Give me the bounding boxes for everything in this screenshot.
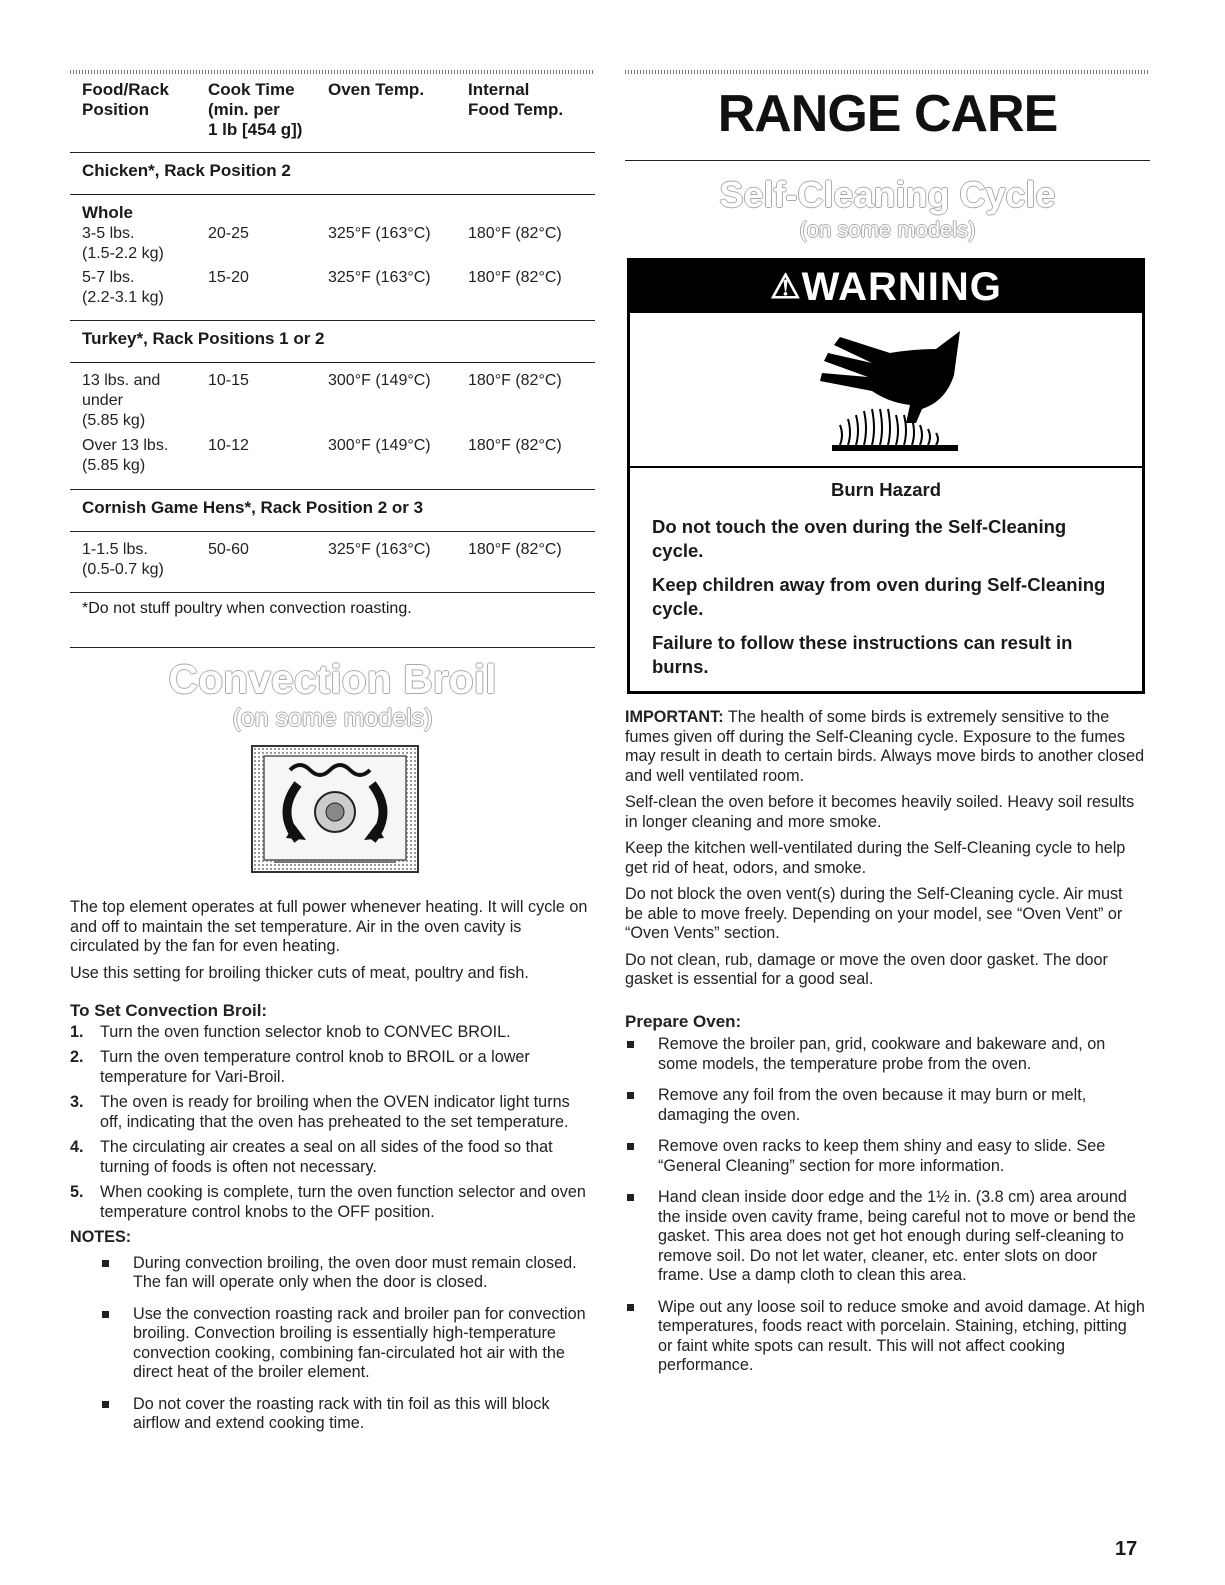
- list-item: 5. When cooking is complete, turn the oven function selector and oven temperature control knobs to the OFF position.: [70, 1183, 586, 1221]
- list-item: Use the convection roasting rack and broiler pan for convection broiling. Convection broiling is essentially high-temperature convection cooking, combining fan-circulated hot air with the direct heat of the broiler element.: [100, 1305, 595, 1383]
- top-dotted-rule-right: [625, 70, 1150, 74]
- body-paragraph: Do not clean, rub, damage or move the oven door gasket. The door gasket is essential for a good seal.: [625, 950, 1108, 988]
- self-cleaning-title: Self-Cleaning Cycle: [719, 174, 1056, 215]
- list-item: Remove oven racks to keep them shiny and easy to slide. See “General Cleaning” section for more information.: [625, 1137, 1145, 1176]
- warning-line: Keep children away from oven during Self-Cleaning cycle.: [652, 574, 1106, 619]
- self-cleaning-body: [625, 708, 1145, 1388]
- warning-line: Do not touch the oven during the Self-Cleaning cycle.: [652, 516, 1067, 561]
- important-paragraph: IMPORTANT: The health of some birds is extremely sensitive to the fumes given off during the Self-Cleaning cycle. Exposure to the fumes may result in death to certain birds. Always move birds to another closed and well ventilated room.: [625, 708, 1145, 785]
- table-rule: [70, 152, 595, 153]
- convection-broil-body: [70, 898, 595, 1446]
- notes-list: [70, 1254, 595, 1434]
- table-rule: [70, 489, 595, 490]
- list-item: 3. The oven is ready for broiling when the OVEN indicator light turns off, indicating that the oven has preheated to the set temperature.: [70, 1093, 570, 1131]
- table-footnote: *Do not stuff poultry when convection roasting.: [82, 600, 412, 617]
- burn-hazard-hand-icon: [810, 327, 970, 451]
- table-rule: [70, 362, 595, 363]
- warning-divider: [630, 466, 1142, 468]
- warning-line: Failure to follow these instructions can result in burns.: [652, 632, 1073, 677]
- table-rule: [70, 531, 595, 532]
- list-item: 1. Turn the oven function selector knob to CONVEC BROIL.: [70, 1022, 511, 1041]
- convection-broil-title: Convection Broil: [168, 656, 497, 702]
- self-cleaning-subtitle: (on some models): [799, 217, 976, 242]
- header-oven-temp: Oven Temp.: [328, 80, 425, 99]
- list-item: Wipe out any loose soil to reduce smoke and avoid damage. At high temperatures, foods react with porcelain. Staining, etching, pitting or faint white spots can result. This will not affect cooking performance.: [625, 1298, 1145, 1376]
- section-divider: [70, 647, 595, 648]
- list-item: Remove any foil from the oven because it may burn or melt, damaging the oven.: [625, 1086, 1145, 1125]
- warning-box: [627, 258, 1145, 694]
- list-item: During convection broiling, the oven door must remain closed. The fan will operate only when the door is closed.: [100, 1254, 595, 1293]
- steps-list: [70, 1023, 595, 1223]
- burn-hazard-label: Burn Hazard: [831, 479, 941, 500]
- list-item: 2. Turn the oven temperature control knob to BROIL or a lower temperature for Vari-Broil.: [70, 1048, 530, 1086]
- section-title-turkey: Turkey*, Rack Positions 1 or 2: [82, 329, 325, 348]
- top-dotted-rule-left: [70, 70, 595, 74]
- page-number: 17: [1115, 1538, 1138, 1560]
- warning-triangle-icon: ⚠: [770, 268, 802, 306]
- convection-broil-subtitle: (on some models): [232, 704, 433, 732]
- prepare-oven-heading: Prepare Oven:: [625, 1011, 742, 1031]
- table-rule: [70, 592, 595, 593]
- header-internal-temp: Internal Food Temp.: [468, 80, 564, 119]
- convection-intro-paragraph: Use this setting for broiling thicker cuts of meat, poultry and fish.: [70, 963, 529, 982]
- convection-intro-paragraph: The top element operates at full power whenever heating. It will cycle on and off to maintain the set temperature. Air in the oven cavity is circulated by the fan for even heating.: [70, 898, 588, 955]
- warning-banner: ⚠WARNING: [630, 261, 1142, 313]
- body-paragraph: Keep the kitchen well-ventilated during the Self-Cleaning cycle to help get rid of heat, odors, and smoke.: [625, 839, 1126, 877]
- table-rule: [70, 194, 595, 195]
- list-item: 4. The circulating air creates a seal on all sides of the food so that turning of foods is often not necessary.: [70, 1138, 553, 1176]
- body-paragraph: Do not block the oven vent(s) during the Self-Cleaning cycle. Air must be able to move freely. Depending on your model, see “Oven Vent” or “Oven Vents” section.: [625, 885, 1123, 942]
- header-cook-time: Cook Time (min. per 1 lb [454 g]): [208, 80, 303, 139]
- header-food-rack: Food/Rack Position: [82, 80, 169, 119]
- section-title-cornish-hens: Cornish Game Hens*, Rack Position 2 or 3: [82, 498, 424, 517]
- body-paragraph: Self-clean the oven before it becomes heavily soiled. Heavy soil results in longer cleaning and more smoke.: [625, 793, 1135, 831]
- section-subtitle-whole: Whole: [82, 203, 133, 222]
- warning-lines: [652, 515, 1122, 689]
- list-item: Hand clean inside door edge and the 1½ in. (3.8 cm) area around the inside oven cavity frame, being careful not to move or bend the gasket. This area does not get hot enough during self-cleaning to remove soil. Do not let water, cleaner, etc. enter slots on door frame. Use a damp cloth to clean this area.: [625, 1188, 1145, 1286]
- section-title-chicken: Chicken*, Rack Position 2: [82, 161, 291, 180]
- convection-oven-icon: [250, 744, 420, 874]
- list-item: Remove the broiler pan, grid, cookware and bakeware and, on some models, the temperature probe from the oven.: [625, 1035, 1145, 1074]
- steps-heading: To Set Convection Broil:: [70, 1001, 268, 1020]
- prepare-oven-list: [625, 1035, 1145, 1376]
- table-rule: [70, 320, 595, 321]
- section-divider: [625, 160, 1150, 161]
- notes-heading: NOTES:: [70, 1228, 132, 1246]
- range-care-title: RANGE CARE: [717, 85, 1058, 143]
- list-item: Do not cover the roasting rack with tin foil as this will block airflow and extend cooking time.: [100, 1395, 595, 1434]
